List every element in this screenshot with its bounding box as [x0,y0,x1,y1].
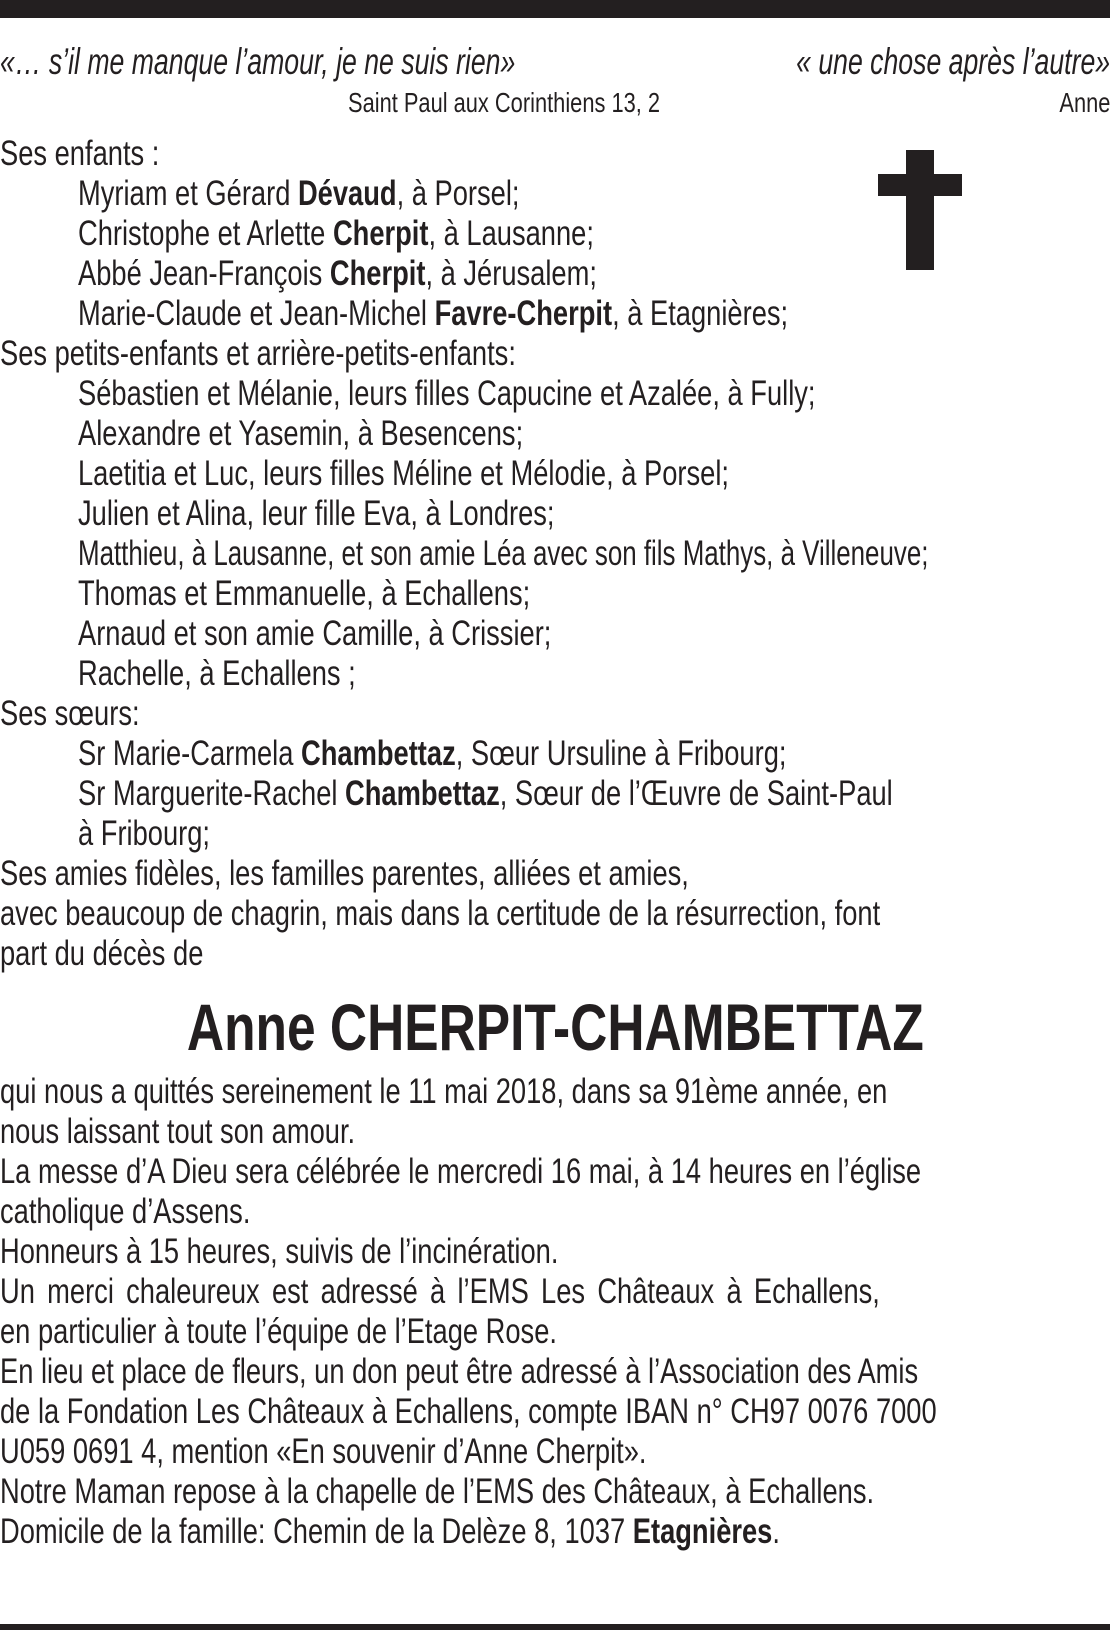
grandchild-entry: Rachelle, à Echallens ; [78,654,356,693]
cross-vertical-bar [906,150,934,270]
grandchild-entry: Julien et Alina, leur fille Eva, à Londres; [78,494,555,533]
cross-horizontal-bar [878,174,962,196]
quote-right-source: Anne [1058,87,1110,118]
grandchild-entry: Alexandre et Yasemin, à Besencens; [78,414,524,453]
details-line: En lieu et place de fleurs, un don peut être adressé à l’Association des Amis [0,1352,919,1391]
deceased-name: Anne CHERPIT-CHAMBETTAZ [186,990,924,1064]
sister-entry-continuation: à Fribourg; [78,814,211,853]
child-entry: Abbé Jean-François Cherpit, à Jérusalem; [78,254,597,293]
details-line: Un merci chaleureux est adressé à l’EMS Les Châteaux à Echallens, [0,1272,880,1311]
details-line: de la Fondation Les Châteaux à Echallens, compte IBAN n° CH97 0076 7000 [0,1392,937,1431]
details-line: U059 0691 4, mention «En souvenir d’Anne Cherpit». [0,1432,647,1471]
details-line: catholique d’Assens. [0,1192,251,1231]
epigraph-header [0,40,1110,126]
grandchildren-heading: Ses petits-enfants et arrière-petits-enfants: [0,334,516,373]
quote-left-column [0,40,660,126]
children-heading: Ses enfants : [0,134,160,173]
quote-left-source: Saint Paul aux Corinthiens 13, 2 [347,87,660,118]
details-line: nous laissant tout son amour. [0,1112,356,1151]
details-line: qui nous a quittés sereinement le 11 mai 2018, dans sa 91ème année, en [0,1072,888,1111]
grandchild-entry: Thomas et Emmanuelle, à Echallens; [78,574,531,613]
child-entry: Christophe et Arlette Cherpit, à Lausanne; [78,214,594,253]
grandchild-entry: Sébastien et Mélanie, leurs filles Capucine et Azalée, à Fully; [78,374,816,413]
announcement-line: part du décès de [0,934,204,973]
details-line: La messe d’A Dieu sera célébrée le mercredi 16 mai, à 14 heures en l’église [0,1152,922,1191]
grandchild-entry: Matthieu, à Lausanne, et son amie Léa avec son fils Mathys, à Villeneuve; [78,534,929,573]
sister-entry: Sr Marie-Carmela Chambettaz, Sœur Ursuline à Fribourg; [78,734,787,773]
announcement-line: avec beaucoup de chagrin, mais dans la certitude de la résurrection, font [0,894,881,933]
announcement-line: Ses amies fidèles, les familles parentes, alliées et amies, [0,854,689,893]
top-rule [0,0,1110,18]
quote-right-column [690,40,1110,126]
latin-cross-icon [878,150,962,270]
details-line: Notre Maman repose à la chapelle de l’EMS des Châteaux, à Echallens. [0,1472,875,1511]
domicile-line: Domicile de la famille: Chemin de la Delèze 8, 1037 Etagnières. [0,1512,780,1551]
sisters-heading: Ses sœurs: [0,694,140,733]
grandchild-entry: Laetitia et Luc, leurs filles Méline et Mélodie, à Porsel; [78,454,729,493]
details-line: Honneurs à 15 heures, suivis de l’incinération. [0,1232,559,1271]
child-entry: Myriam et Gérard Dévaud, à Porsel; [78,174,520,213]
child-entry: Marie-Claude et Jean-Michel Favre-Cherpit, à Etagnières; [78,294,789,333]
sister-entry: Sr Marguerite-Rachel Chambettaz, Sœur de l’Œuvre de Saint-Paul [78,774,893,813]
quote-left: «… s’il me manque l’amour, je ne suis rien» [0,41,516,82]
quote-right: « une chose après l’autre» [796,41,1110,82]
bottom-rule [0,1624,1110,1630]
grandchild-entry: Arnaud et son amie Camille, à Crissier; [78,614,552,653]
details-line: en particulier à toute l’équipe de l’Etage Rose. [0,1312,557,1351]
